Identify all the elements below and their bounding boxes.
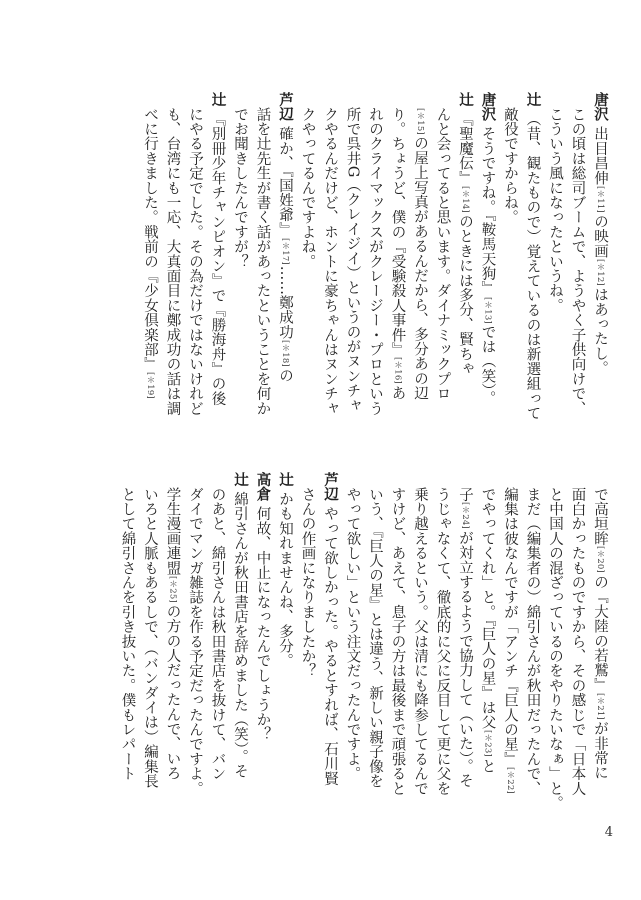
text-line xyxy=(589,92,612,430)
text-line xyxy=(454,92,477,430)
footnote-marker: [＊12] xyxy=(595,259,605,287)
bottom-text-tier xyxy=(119,472,611,817)
footnote-marker: [＊25] xyxy=(167,575,178,603)
speaker-label: 芦辺 xyxy=(322,472,338,502)
body-text: いろと人脈もあるしで、（バンダイは）編集長 xyxy=(142,486,158,788)
body-text: の映画 xyxy=(592,214,608,259)
body-text: やって欲しい」という注文だったんですよ。 xyxy=(344,486,361,781)
text-line xyxy=(544,92,567,430)
text-line xyxy=(116,472,139,817)
footnote-marker: [＊22] xyxy=(505,766,515,794)
footnote-marker: [＊24] xyxy=(460,502,470,530)
body-text: （昔、観たもので）覚えているのは新選組って xyxy=(524,111,541,421)
body-text: 何故、中止になったんでしょうか？ xyxy=(254,506,271,742)
text-line xyxy=(364,472,387,817)
body-text: 『聖魔伝』 xyxy=(457,111,473,186)
body-text: 乗り越えるという。父は清にも降参してるんで xyxy=(412,486,428,796)
text-line xyxy=(521,472,544,817)
body-text: この頃は総司ブームで、ようやく子供向けで、 xyxy=(569,106,586,416)
body-text: あ xyxy=(389,385,406,401)
text-line xyxy=(161,92,184,430)
body-text: いう、『巨人の星』とは違う、新しい親子像を xyxy=(367,486,383,788)
body-text: と中国人の混ざっているのをやりたいなぁ」と。 xyxy=(547,486,563,810)
footnote-marker: [＊23] xyxy=(482,730,493,758)
text-line xyxy=(296,92,319,430)
body-text: 学生漫画連盟 xyxy=(164,486,181,575)
body-text: でやってくれ」と。『巨人の星』は父 xyxy=(479,486,496,730)
speaker-label: 辻 xyxy=(524,92,541,107)
footnote-marker: [＊16] xyxy=(392,357,403,385)
footnote-marker: [＊20] xyxy=(595,546,605,574)
text-line xyxy=(274,472,297,817)
text-line xyxy=(184,92,207,430)
body-text: べに行きました。戦前の『少女倶楽部』 xyxy=(142,106,158,372)
page-number: 4 xyxy=(604,825,613,840)
body-text: 『別冊少年チャンピオン』で『勝海舟』の後 xyxy=(209,111,226,406)
text-line xyxy=(251,92,274,430)
body-text: 子 xyxy=(457,486,473,502)
body-text: でお聞きしたんですが？ xyxy=(232,106,248,269)
top-text-tier xyxy=(141,92,611,430)
text-line xyxy=(476,92,499,430)
text-line xyxy=(431,472,454,817)
body-text: やって欲しかった。やるとすれば、石川賢 xyxy=(322,506,338,786)
text-line xyxy=(296,472,319,817)
body-text: では（笑）。 xyxy=(479,324,496,406)
body-text: 敵役ですからね。 xyxy=(502,106,518,225)
text-line xyxy=(499,472,522,817)
text-line xyxy=(566,92,589,430)
body-text: にやる予定でした。その為だけではないけれど xyxy=(187,106,203,416)
speaker-label: 辻 xyxy=(277,472,293,487)
body-text: り。ちょうど、僕の『受験殺人事件』 xyxy=(389,106,406,357)
speaker-label: 芦辺 xyxy=(277,92,293,122)
speaker-label: 辻 xyxy=(209,92,226,107)
text-line xyxy=(341,472,364,817)
speaker-label: 高倉 xyxy=(254,472,271,502)
footnote-marker: [＊13] xyxy=(482,296,493,324)
footnote-marker: [＊21] xyxy=(595,692,605,720)
footnote-marker: [＊15] xyxy=(415,107,425,135)
text-line xyxy=(544,472,567,817)
text-line xyxy=(206,472,229,817)
body-text: として綿引さんを引き抜いた。僕もレパート xyxy=(119,486,136,781)
body-text: が非常に xyxy=(592,720,608,780)
body-text: クやってるんですよね。 xyxy=(299,106,316,269)
body-text: の屋上写真があるんだから、多分あの辺 xyxy=(412,135,428,401)
text-line xyxy=(139,472,162,817)
text-line xyxy=(589,472,612,817)
body-text: うじゃなくて、徹底的に父に反目して更に父を xyxy=(434,486,451,796)
body-text: 面白かったものですから、その感じで「日本人 xyxy=(569,486,586,796)
text-line xyxy=(229,472,252,817)
text-line xyxy=(454,472,477,817)
text-line xyxy=(184,472,207,817)
speaker-label: 辻 xyxy=(457,92,473,107)
body-text: ダイでマンガ雑誌を作る予定だったんですよ。 xyxy=(187,486,203,796)
footnote-marker: [＊19] xyxy=(145,372,155,400)
text-line xyxy=(229,92,252,430)
speaker-label: 唐沢 xyxy=(592,92,608,122)
body-text: の『大陸の若鷲』 xyxy=(592,574,608,692)
body-text: んと会ってると思います。ダイナミックプロ xyxy=(434,106,451,401)
body-text: かも知れませんね、多分。 xyxy=(277,491,293,669)
body-text: の方の人だったんで、いろ xyxy=(164,603,181,781)
text-line xyxy=(521,92,544,430)
text-line xyxy=(386,472,409,817)
body-text: こういう風になったというね。 xyxy=(547,106,563,313)
footnote-marker: [＊18] xyxy=(280,340,290,368)
text-line xyxy=(499,92,522,430)
text-line xyxy=(386,92,409,430)
text-line xyxy=(431,92,454,430)
body-text: さんの作画になりましたか？ xyxy=(299,486,316,678)
text-line xyxy=(364,92,387,430)
text-line xyxy=(206,92,229,430)
body-text: で高垣眸 xyxy=(592,486,608,546)
text-line xyxy=(566,472,589,817)
body-text: 綿引さんが秋田書店を辞めました（笑）。そ xyxy=(232,491,248,779)
body-text: が対立するようで協力して（いた）。そ xyxy=(457,530,473,788)
body-text: の xyxy=(277,368,293,383)
body-text: 確か、『国姓爺』 xyxy=(277,126,293,237)
body-text: クやるんだけど、ホントに豪ちゃんはヌンチャ xyxy=(322,106,338,416)
text-line xyxy=(319,92,342,430)
body-text: のときには多分、賢ちゃ xyxy=(457,214,473,376)
body-text: 出目昌伸 xyxy=(592,126,608,186)
body-text: と xyxy=(479,758,496,773)
text-line xyxy=(409,92,432,430)
text-line xyxy=(476,472,499,817)
body-text: はあったし。 xyxy=(592,287,608,376)
text-line xyxy=(409,472,432,817)
text-line xyxy=(161,472,184,817)
body-text: ……鄭成功 xyxy=(277,265,293,340)
body-text: まだ（編集者の）綿引さんが秋田だったんで、 xyxy=(524,486,541,796)
footnote-marker: [＊17] xyxy=(280,237,290,265)
speaker-label: 辻 xyxy=(232,472,248,487)
text-line xyxy=(251,472,274,817)
body-text: そうですね。『鞍馬天狗』 xyxy=(479,126,496,296)
body-text: も、台湾にも一応、大真面目に鄭成功の話は調 xyxy=(164,106,181,416)
text-line xyxy=(139,92,162,430)
footnote-marker: [＊14] xyxy=(460,186,470,214)
body-text: れのクライマックスがクレージー・プロという xyxy=(367,106,383,416)
text-line xyxy=(274,92,297,430)
body-text: のあと、綿引さんは秋田書店を抜けて、バン xyxy=(209,486,226,781)
text-line xyxy=(341,92,364,430)
text-line xyxy=(319,472,342,817)
speaker-label: 唐沢 xyxy=(479,92,496,122)
body-text: すけど、あえて、息子の方は最後まで頑張ると xyxy=(389,486,406,796)
footnote-marker: [＊11] xyxy=(595,186,605,214)
body-text: 編集は彼なんですが「アンチ『巨人の星』 xyxy=(502,486,518,766)
body-text: 所で呉井G（クレイジイ）というのがヌンチャ xyxy=(344,106,361,413)
body-text: 話を辻先生が書く話があったということを何か xyxy=(254,106,271,416)
